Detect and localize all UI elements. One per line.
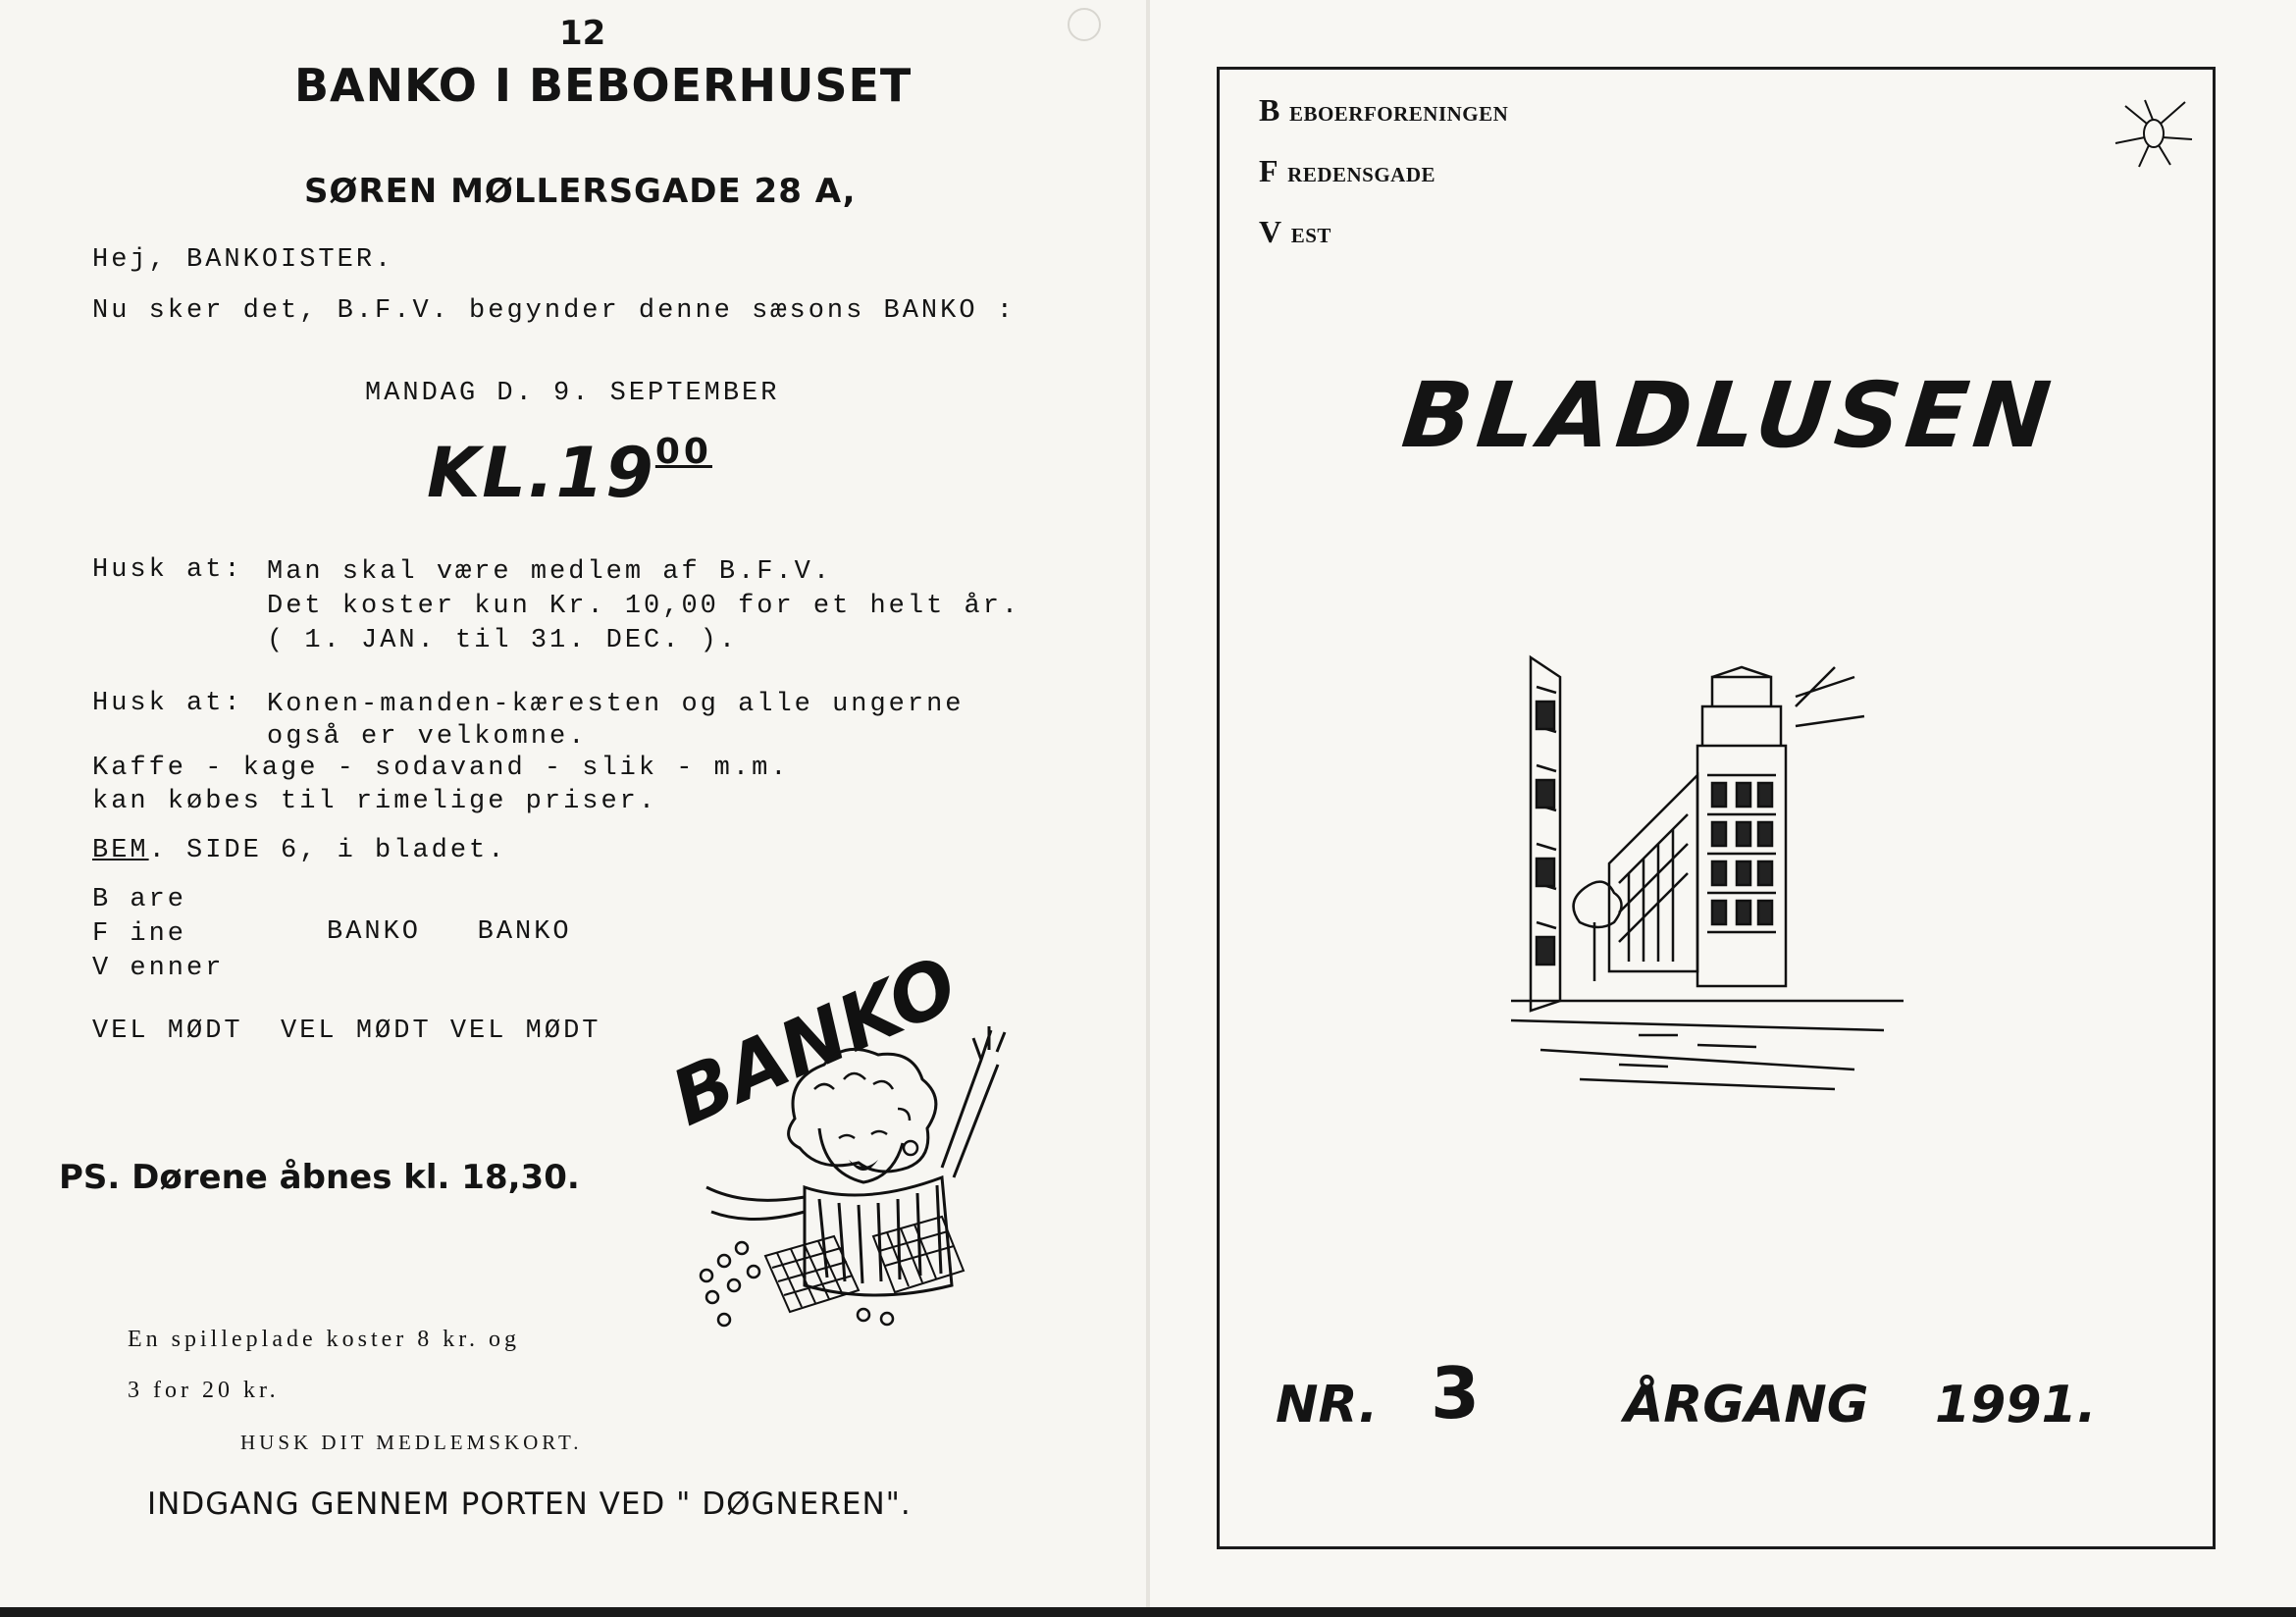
husk2-line: også er velkomne. (267, 722, 588, 752)
page-fold (1146, 0, 1150, 1617)
husk1-label: Husk at: (92, 555, 243, 585)
husk1-line: ( 1. JAN. til 31. DEC. ). (267, 626, 739, 655)
aphid-icon (2110, 94, 2198, 173)
issue-number: 3 (1431, 1352, 1481, 1434)
event-time (427, 432, 712, 513)
husk1-line: Man skal være medlem af B.F.V. (267, 557, 833, 587)
husk1-block (267, 555, 1020, 658)
acrostic (92, 883, 224, 986)
volume-year: 1991. (1935, 1376, 2097, 1434)
scan-edge (0, 1607, 2296, 1617)
kaffe-block (92, 752, 790, 818)
husk2-label: Husk at: (92, 689, 243, 718)
banko-illustration (648, 942, 1040, 1344)
association-initial: B (1259, 92, 1280, 128)
event-time-minutes: 00 (654, 432, 712, 472)
banko-words: BANKO BANKO (327, 917, 572, 947)
acrostic-line (92, 917, 224, 952)
bem-prefix: BEM (92, 836, 149, 865)
address: SØREN MØLLERSGADE 28 A, (304, 172, 857, 211)
price-line-1: En spilleplade koster 8 kr. og (128, 1327, 520, 1352)
association-line-1 (1259, 92, 1508, 129)
kaffe-line: Kaffe - kage - sodavand - slik - m.m. (92, 754, 790, 783)
event-date: MANDAG D. 9. SEPTEMBER (365, 379, 780, 408)
acrostic-line (92, 883, 224, 917)
intro-text: Nu sker det, B.F.V. begynder denne sæsons BANKO : (92, 296, 1016, 326)
banko-word: BANKO (658, 942, 970, 1144)
binder-hole (1068, 8, 1101, 41)
association-word: REDENSGADE (1287, 163, 1436, 186)
acrostic-rest: ine (130, 919, 187, 949)
fredensgade-drawing (1501, 648, 1913, 1099)
event-time-main: KL.19 (427, 433, 655, 513)
acrostic-letter: B (92, 885, 112, 914)
magazine-masthead: BLADLUSEN (1397, 363, 2061, 468)
bem-rest: . SIDE 6, i bladet. (148, 836, 507, 865)
volume-label: ÅRGANG (1624, 1376, 1869, 1434)
membership-card-note: HUSK DIT MEDLEMSKORT. (240, 1431, 583, 1454)
husk2-line: Konen-manden-kæresten og alle ungerne (267, 690, 965, 719)
greeting: Hej, BANKOISTER. (92, 245, 394, 275)
street-illustration (1501, 648, 1913, 1099)
doors-open-note: PS. Dørene åbnes kl. 18,30. (59, 1158, 580, 1197)
issue-number-label: NR. (1276, 1376, 1379, 1434)
association-line-3 (1259, 214, 1331, 250)
acrostic-line (92, 952, 224, 986)
association-initial: V (1259, 214, 1282, 249)
page-title: BANKO I BEBOERHUSET (294, 59, 913, 112)
association-word: EST (1290, 224, 1331, 247)
entrance-note: INDGANG GENNEM PORTEN VED " DØGNEREN". (147, 1487, 912, 1522)
banko-lady-drawing (648, 942, 1040, 1344)
page-number: 12 (559, 14, 606, 53)
acrostic-letter: F (92, 919, 112, 949)
husk2-block (267, 689, 965, 754)
association-line-2 (1259, 153, 1435, 189)
vel-modt: VEL MØDT VEL MØDT VEL MØDT (92, 1017, 601, 1046)
acrostic-rest: enner (130, 954, 225, 983)
bem-note (92, 836, 506, 865)
association-initial: F (1259, 153, 1278, 188)
kaffe-line: kan købes til rimelige priser. (92, 787, 658, 816)
acrostic-rest: are (130, 885, 187, 914)
husk1-line: Det koster kun Kr. 10,00 for et helt år. (267, 592, 1021, 621)
price-line-2: 3 for 20 kr. (128, 1378, 280, 1403)
association-word: EBOERFORENINGEN (1288, 102, 1509, 126)
acrostic-letter: V (92, 954, 112, 983)
